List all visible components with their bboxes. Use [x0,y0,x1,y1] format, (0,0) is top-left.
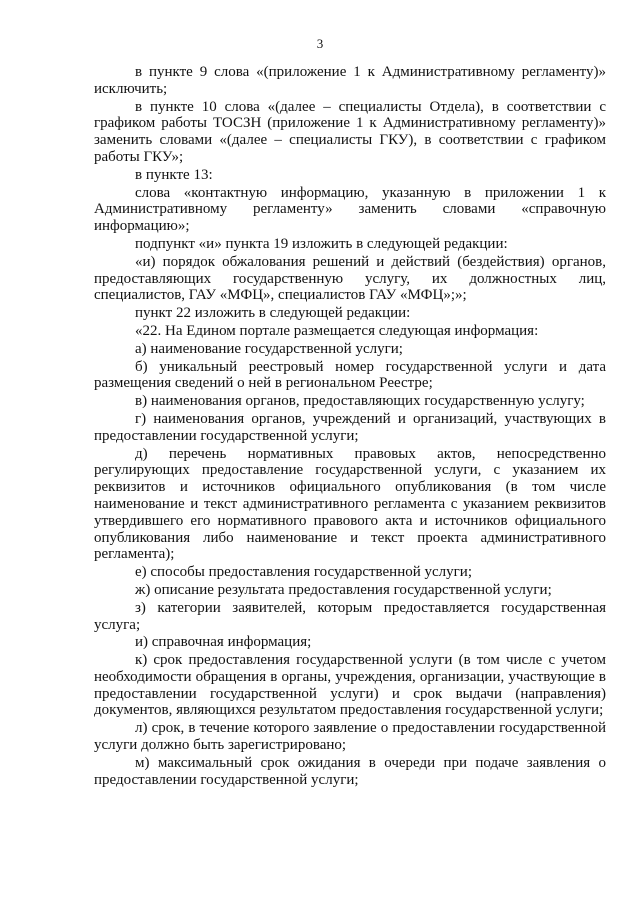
paragraph-item-13-heading: в пункте 13: [135,166,213,183]
list-item-k: к) срок предоставления государственной услуги (в том числе с учетом необходимости обращения в органы, учреждения, организации, участвующие в предоставлении государственной услуги) и срок выдачи (направления) документов, являющихся результатом предоставления государственной услуги; [94,652,606,719]
list-item-g: г) наименования органов, учреждений и организаций, участвующих в предоставлении государственной услуги; [94,410,606,444]
list-item-zh: ж) описание результата предоставления государственной услуги; [135,581,552,598]
paragraph-item-10-replacement: в пункте 10 слова «(далее – специалисты Отдела), в соответствии с графиком работы ТОСЗН (приложение 1 к Административному регламенту)» заменить словами «(далее – специалисты ГКУ), в соответствии с графиком работы ГКУ»; [94,98,606,165]
paragraph-subitem-19i-text: «и) порядок обжалования решений и действий (бездействия) органов, предоставляющих государственную услугу, их должностных лиц, специалистов, ГАУ «МФЦ», специалистов ГАУ «МФЦ»;»; [94,253,606,304]
page-number: 3 [316,36,324,51]
paragraph-item-13-words: слова «контактную информацию, указанную в приложении 1 к Административному регламенту» заменить словами «справочную информацию»; [94,184,606,235]
paragraph-item-22-intro: «22. На Едином портале размещается следующая информация: [135,322,539,339]
list-item-b: б) уникальный реестровый номер государственной услуги и дата размещения сведений о ней в региональном Реестре; [94,358,606,392]
list-item-e: е) способы предоставления государственной услуги; [135,564,473,581]
document-body [94,64,606,788]
list-item-d: д) перечень нормативных правовых актов, непосредственно регулирующих предоставление государственной услуги, с указанием их реквизитов и источников официального опубликования (в том числе наименование и текст административного регламента с указанием реквизитов утвердившего его нормативного правового акта и источников официального опубликования либо наименование и текст проекта административного регламента); [94,445,606,563]
list-item-a: а) наименование государственной услуги; [135,340,403,357]
list-item-i: и) справочная информация; [135,634,312,651]
list-item-z: з) категории заявителей, которым предоставляется государственная услуга; [94,599,606,633]
list-item-m: м) максимальный срок ожидания в очереди при подаче заявления о предоставлении государственной услуги; [94,754,606,788]
paragraph-subitem-19i-heading: подпункт «и» пункта 19 изложить в следующей редакции: [135,235,508,252]
paragraph-item-22-heading: пункт 22 изложить в следующей редакции: [135,305,411,322]
list-item-v: в) наименования органов, предоставляющих государственную услугу; [135,393,585,410]
list-item-l: л) срок, в течение которого заявление о предоставлении государственной услуги должно быть зарегистрировано; [94,720,606,754]
paragraph-item-9-removal: в пункте 9 слова «(приложение 1 к Административному регламенту)» исключить; [94,64,606,97]
